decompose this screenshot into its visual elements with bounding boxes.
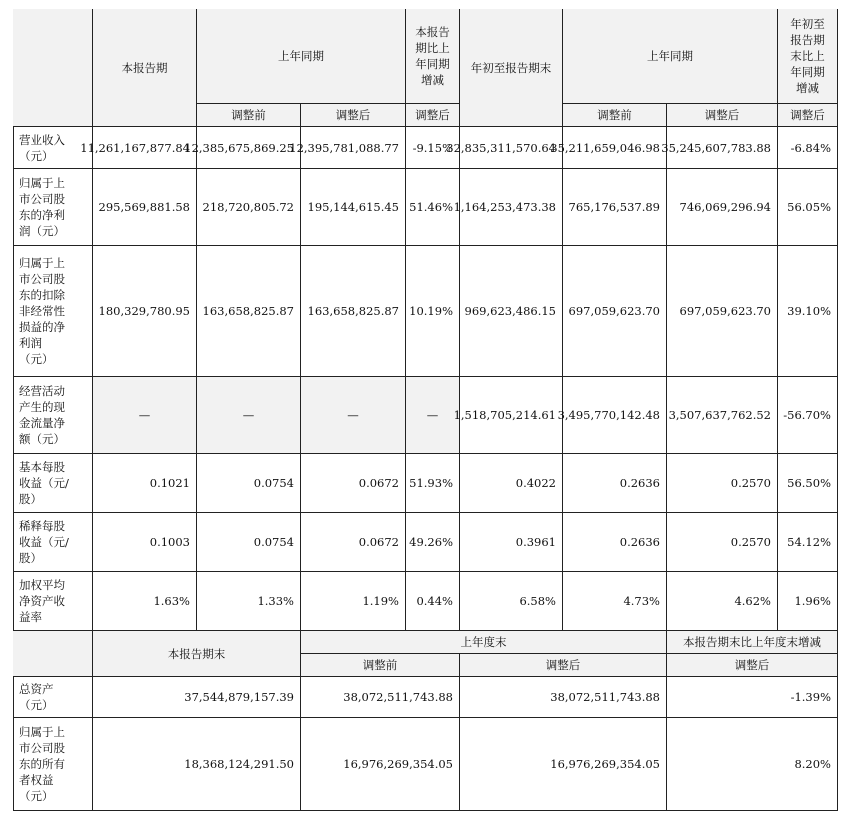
table-cell: 16,976,269,354.05	[460, 718, 667, 811]
table-cell: 0.44%	[406, 572, 460, 631]
table-cell: 0.4022	[460, 454, 563, 513]
table-cell: 4.62%	[667, 572, 778, 631]
table-cell: 1.33%	[197, 572, 301, 631]
table-cell: 0.2636	[563, 513, 667, 572]
table-cell: 54.12%	[778, 513, 838, 572]
table-cell: 1.96%	[778, 572, 838, 631]
table-cell: 3,495,770,142.48	[563, 377, 667, 454]
table-cell: 697,059,623.70	[667, 246, 778, 377]
table-cell: 163,658,825.87	[197, 246, 301, 377]
table-cell: 746,069,296.94	[667, 169, 778, 246]
header-current-period: 本报告期	[93, 9, 197, 127]
table-cell: 49.26%	[406, 513, 460, 572]
table-cell: 0.0672	[301, 513, 406, 572]
table-cell: 12,385,675,869.25	[197, 127, 301, 169]
table-cell: 56.05%	[778, 169, 838, 246]
header-after-adjust-change: 调整后	[406, 104, 460, 127]
table-cell: 1,518,705,214.61	[460, 377, 563, 454]
table-cell: 180,329,780.95	[93, 246, 197, 377]
table-cell: -9.15%	[406, 127, 460, 169]
table-cell: 39.10%	[778, 246, 838, 377]
row-label: 经营活动 产生的现 金流量净 额（元）	[13, 377, 93, 454]
header-ytd-change: 年初至 报告期 末比上 年同期 增减	[778, 9, 838, 104]
table-cell: 51.46%	[406, 169, 460, 246]
table-cell: 969,623,486.15	[460, 246, 563, 377]
row-label: 稀释每股 收益（元/ 股）	[13, 513, 93, 572]
table-cell: 195,144,615.45	[301, 169, 406, 246]
row-label: 归属于上 市公司股 东的净利 润（元）	[13, 169, 93, 246]
table-cell: 35,211,659,046.98	[563, 127, 667, 169]
table-cell: 0.2570	[667, 513, 778, 572]
table-cell: 38,072,511,743.88	[460, 677, 667, 718]
header2-corner	[13, 631, 93, 677]
table-cell: 0.0754	[197, 513, 301, 572]
table-cell: 16,976,269,354.05	[301, 718, 460, 811]
financial-summary-table	[13, 9, 838, 811]
row-label: 归属于上 市公司股 东的扣除 非经常性 损益的净 利润 （元）	[13, 246, 93, 377]
table-cell: 0.1003	[93, 513, 197, 572]
table-cell: 163,658,825.87	[301, 246, 406, 377]
table-cell: 0.3961	[460, 513, 563, 572]
table-cell: 18,368,124,291.50	[93, 718, 301, 811]
table-cell: 10.19%	[406, 246, 460, 377]
header2-after-adjust-change: 调整后	[667, 654, 838, 677]
table-cell-empty: —	[301, 377, 406, 454]
header-period-end-change: 本报告期末比上年度末增减	[667, 631, 838, 654]
header-before-adjust-ytd: 调整前	[563, 104, 667, 127]
header-period-end: 本报告期末	[93, 631, 301, 677]
header-last-year-end: 上年度末	[301, 631, 667, 654]
header2-before-adjust: 调整前	[301, 654, 460, 677]
table-cell: 0.0754	[197, 454, 301, 513]
table-cell: 37,544,879,157.39	[93, 677, 301, 718]
table-cell: 0.1021	[93, 454, 197, 513]
header-ytd: 年初至报告期末	[460, 9, 563, 127]
table-cell: 0.2636	[563, 454, 667, 513]
table-cell-empty: —	[197, 377, 301, 454]
table-cell: 38,072,511,743.88	[301, 677, 460, 718]
header-yoy-change: 本报告 期比上 年同期 增减	[406, 9, 460, 104]
table-cell: 11,261,167,877.84	[93, 127, 197, 169]
table-cell: 0.2570	[667, 454, 778, 513]
table-cell: 765,176,537.89	[563, 169, 667, 246]
table-cell: 0.0672	[301, 454, 406, 513]
table-cell: 12,395,781,088.77	[301, 127, 406, 169]
table-cell: 6.58%	[460, 572, 563, 631]
header-same-period-last-year: 上年同期	[197, 9, 406, 104]
table-cell: 4.73%	[563, 572, 667, 631]
table-cell: 35,245,607,783.88	[667, 127, 778, 169]
table-cell: 8.20%	[667, 718, 838, 811]
header-corner	[13, 9, 93, 127]
table-cell: 1.63%	[93, 572, 197, 631]
table-cell: 218,720,805.72	[197, 169, 301, 246]
table-cell: 56.50%	[778, 454, 838, 513]
row-label: 总资产 （元）	[13, 677, 93, 718]
table-cell-empty: —	[406, 377, 460, 454]
header2-after-adjust: 调整后	[460, 654, 667, 677]
row-label: 归属于上 市公司股 东的所有 者权益 （元）	[13, 718, 93, 811]
header-after-adjust: 调整后	[301, 104, 406, 127]
header-before-adjust: 调整前	[197, 104, 301, 127]
row-label: 营业收入 （元）	[13, 127, 93, 169]
table-cell: -56.70%	[778, 377, 838, 454]
header-same-period-last-year-ytd: 上年同期	[563, 9, 778, 104]
table-cell: 51.93%	[406, 454, 460, 513]
row-label: 加权平均 净资产收 益率	[13, 572, 93, 631]
table-cell: 32,835,311,570.64	[460, 127, 563, 169]
table-cell: 295,569,881.58	[93, 169, 197, 246]
table-cell: 1.19%	[301, 572, 406, 631]
row-label: 基本每股 收益（元/ 股）	[13, 454, 93, 513]
header-after-adjust-ytd-change: 调整后	[778, 104, 838, 127]
table-cell: 697,059,623.70	[563, 246, 667, 377]
table-cell: -1.39%	[667, 677, 838, 718]
table-cell-empty: —	[93, 377, 197, 454]
table-cell: 3,507,637,762.52	[667, 377, 778, 454]
table-cell: 1,164,253,473.38	[460, 169, 563, 246]
header-after-adjust-ytd: 调整后	[667, 104, 778, 127]
table-cell: -6.84%	[778, 127, 838, 169]
